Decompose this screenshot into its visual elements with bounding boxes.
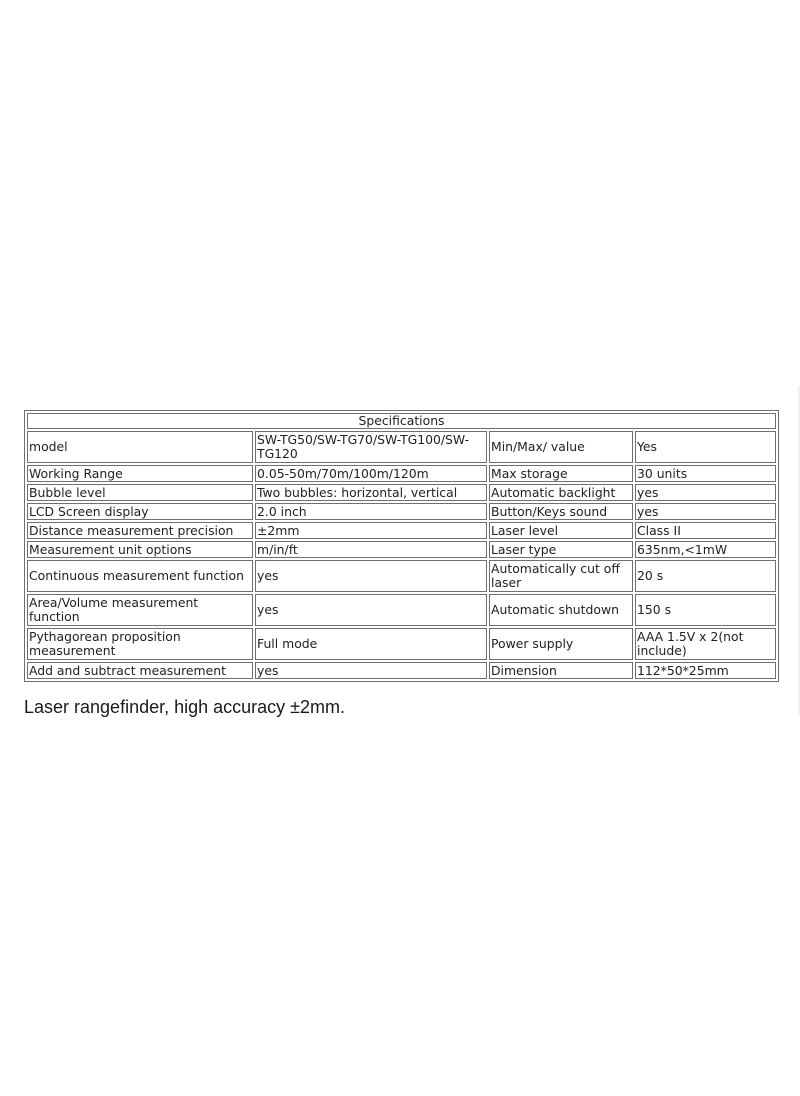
spec-value: AAA 1.5V x 2(not include) — [635, 628, 776, 660]
table-row — [27, 431, 776, 463]
table-title-row — [27, 413, 776, 429]
spec-value: 20 s — [635, 560, 776, 592]
spec-label: Bubble level — [27, 484, 253, 501]
table-row — [27, 522, 776, 539]
spec-label: LCD Screen display — [27, 503, 253, 520]
specifications-table-container — [24, 410, 777, 682]
spec-label: Dimension — [489, 662, 633, 679]
spec-label: Automatically cut off laser — [489, 560, 633, 592]
spec-label: Button/Keys sound — [489, 503, 633, 520]
table-row — [27, 503, 776, 520]
spec-label: Power supply — [489, 628, 633, 660]
spec-value: yes — [635, 503, 776, 520]
spec-label: Max storage — [489, 465, 633, 482]
spec-value: Two bubbles: horizontal, vertical — [255, 484, 487, 501]
table-row — [27, 628, 776, 660]
product-caption: Laser rangefinder, high accuracy ±2mm. — [24, 697, 346, 717]
spec-value: 30 units — [635, 465, 776, 482]
spec-label: Measurement unit options — [27, 541, 253, 558]
spec-value: 112*50*25mm — [635, 662, 776, 679]
spec-label: Add and subtract measurement — [27, 662, 253, 679]
spec-value: ±2mm — [255, 522, 487, 539]
spec-label: model — [27, 431, 253, 463]
spec-label: Laser level — [489, 522, 633, 539]
table-row — [27, 662, 776, 679]
table-row — [27, 465, 776, 482]
spec-value: Full mode — [255, 628, 487, 660]
spec-label: Distance measurement precision — [27, 522, 253, 539]
table-title: Specifications — [27, 413, 776, 429]
spec-value: SW-TG50/SW-TG70/SW-TG100/SW-TG120 — [255, 431, 487, 463]
spec-label: Automatic shutdown — [489, 594, 633, 626]
spec-label: Area/Volume measurement function — [27, 594, 253, 626]
spec-value: 150 s — [635, 594, 776, 626]
table-row — [27, 484, 776, 501]
table-row — [27, 541, 776, 558]
spec-label: Laser type — [489, 541, 633, 558]
spec-label: Min/Max/ value — [489, 431, 633, 463]
table-row — [27, 594, 776, 626]
specifications-table — [24, 410, 779, 682]
spec-label: Continuous measurement function — [27, 560, 253, 592]
spec-value: yes — [255, 560, 487, 592]
spec-value: yes — [255, 662, 487, 679]
spec-value: Yes — [635, 431, 776, 463]
spec-value: 2.0 inch — [255, 503, 487, 520]
spec-value: 0.05-50m/70m/100m/120m — [255, 465, 487, 482]
spec-value: yes — [255, 594, 487, 626]
spec-value: Class II — [635, 522, 776, 539]
spec-value: m/in/ft — [255, 541, 487, 558]
spec-label: Working Range — [27, 465, 253, 482]
table-row — [27, 560, 776, 592]
spec-value: 635nm,<1mW — [635, 541, 776, 558]
spec-label: Pythagorean proposition measurement — [27, 628, 253, 660]
spec-label: Automatic backlight — [489, 484, 633, 501]
spec-value: yes — [635, 484, 776, 501]
